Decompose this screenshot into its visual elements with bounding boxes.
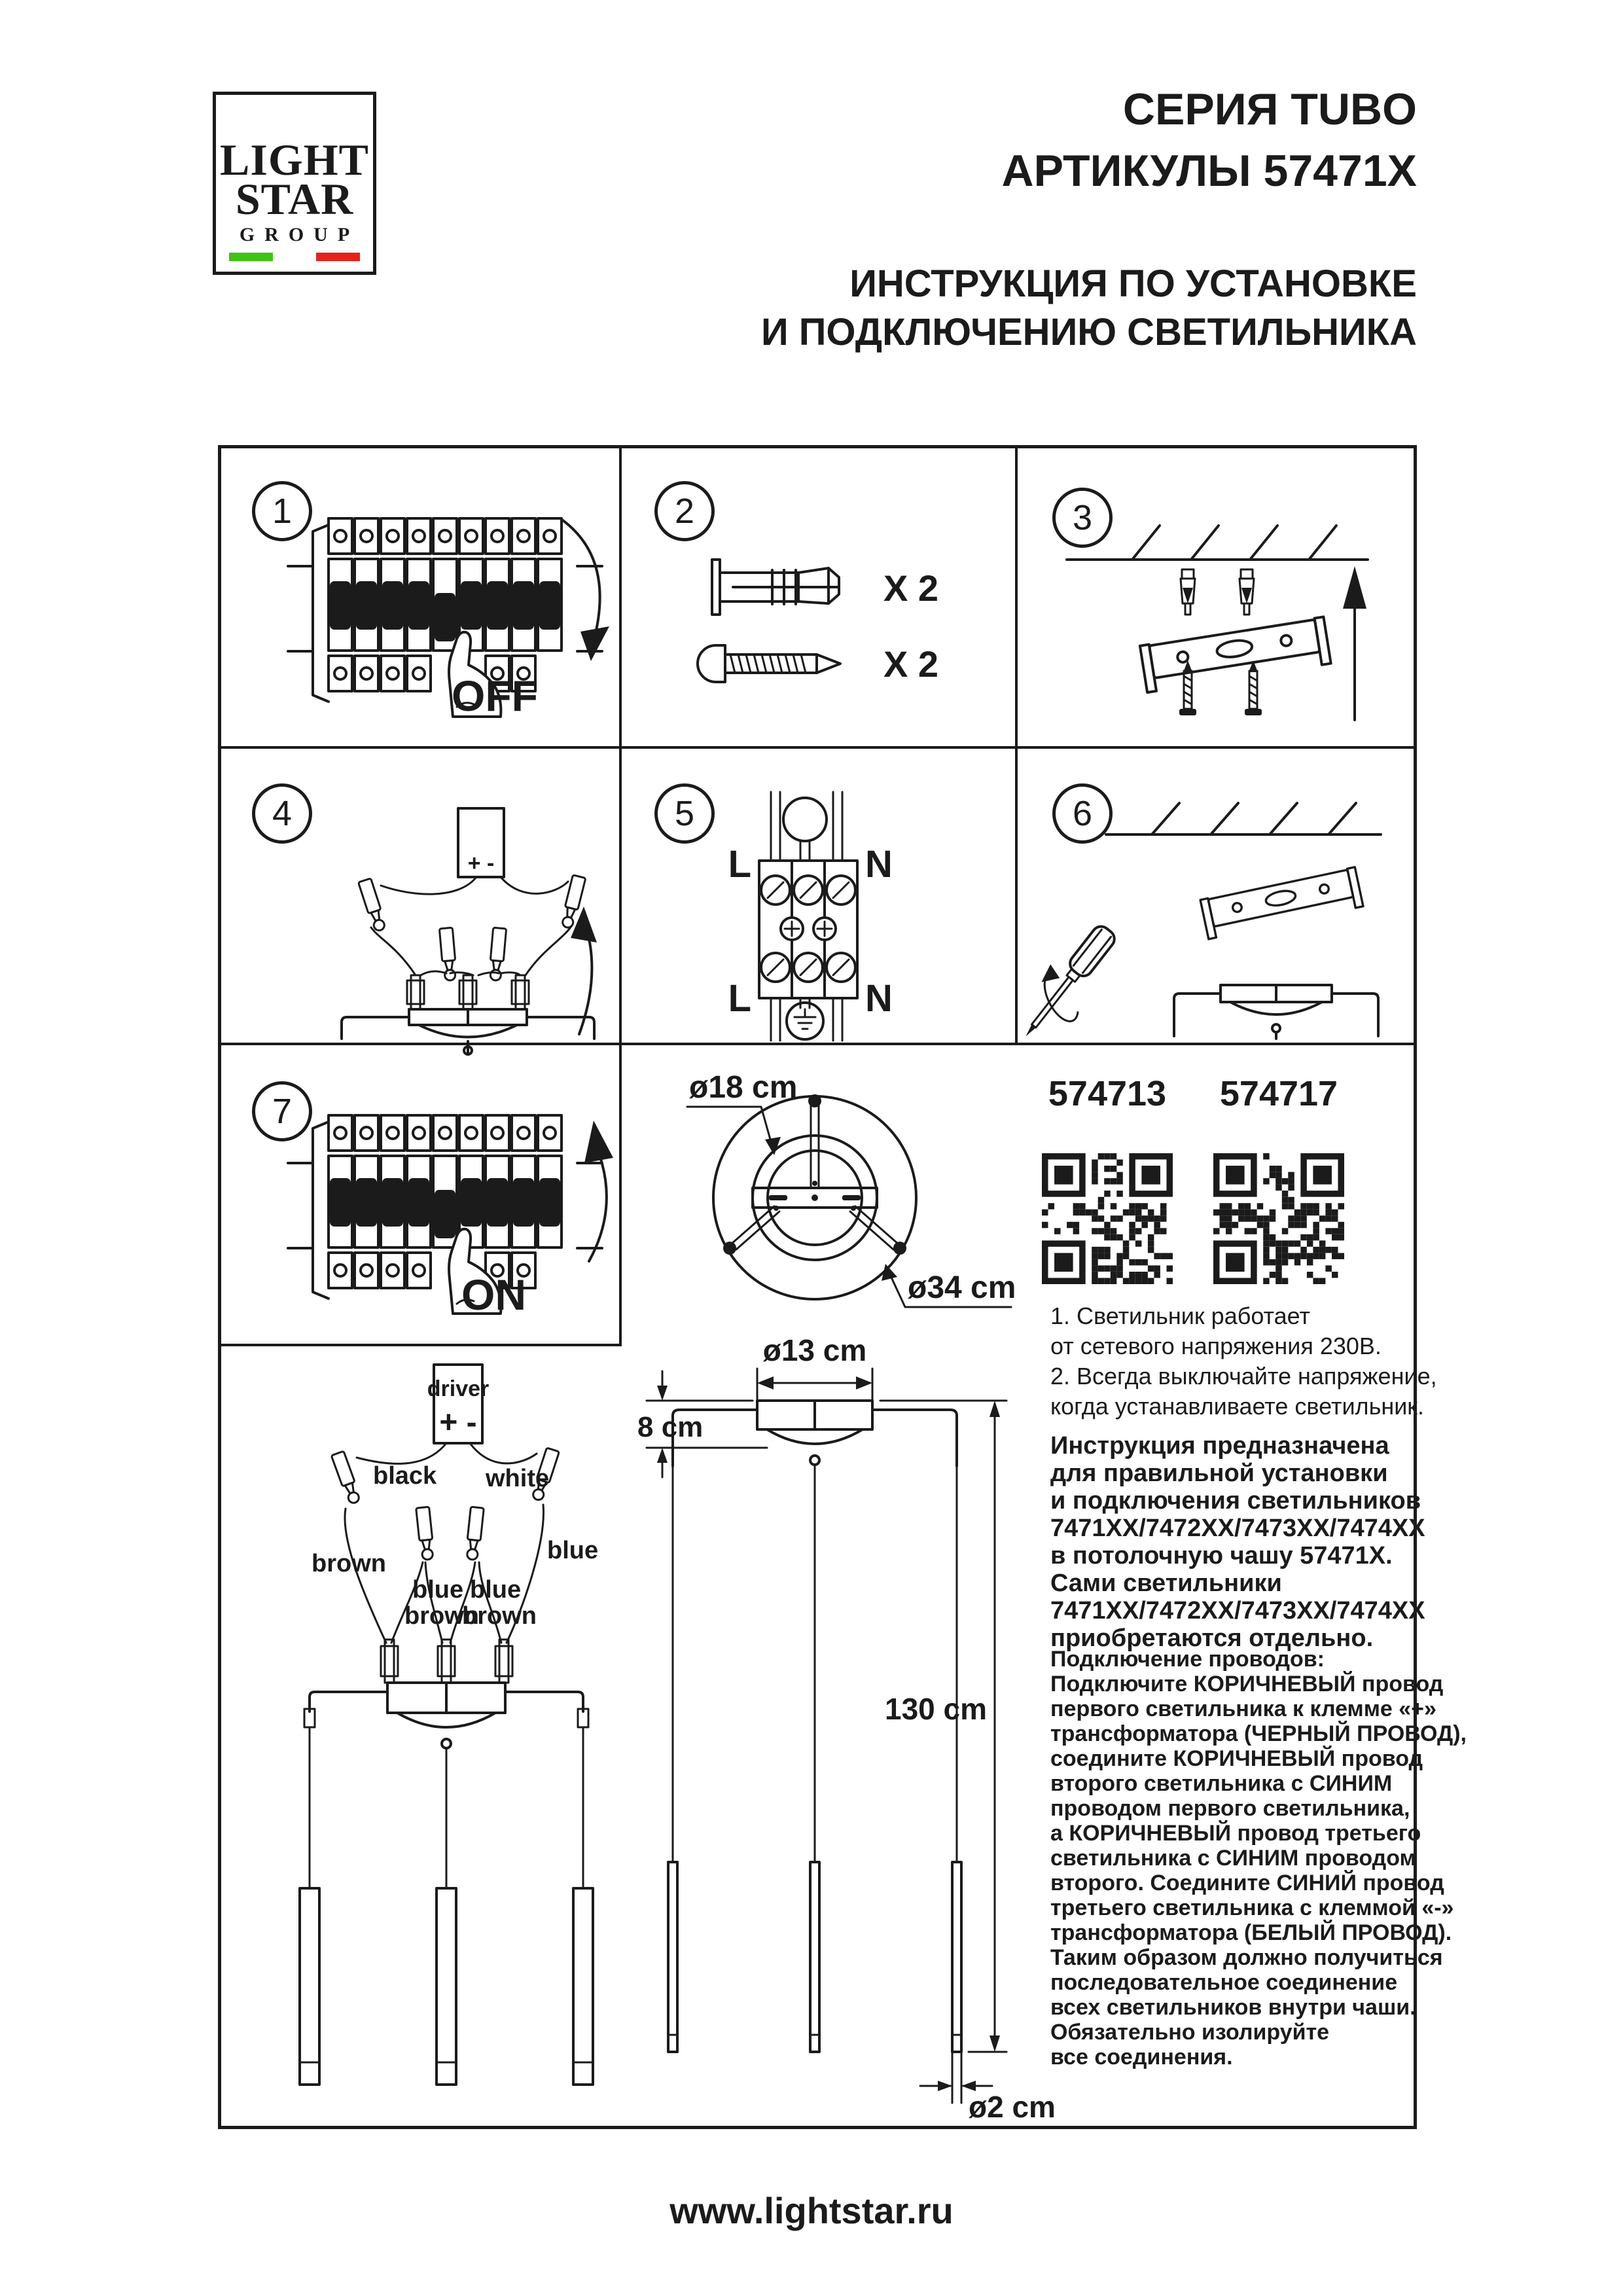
qr-code-label-right: 574717 xyxy=(1219,1074,1338,1113)
bracket-install-illustration xyxy=(1060,795,1394,1041)
paragraph2-line: первого светильника к клемме «+» xyxy=(1050,1696,1436,1721)
joint2-blue-label: blue xyxy=(470,1576,522,1604)
step-5-number: 5 xyxy=(674,794,695,833)
qr-code-label-left: 574713 xyxy=(1048,1074,1167,1113)
paragraph2-line: второго. Соедините СИНИЙ провод xyxy=(1050,1871,1444,1895)
table-divider-h1 xyxy=(218,746,1417,749)
paragraph1-line: для правильной установки xyxy=(1050,1460,1388,1487)
driver-box-label: driver xyxy=(427,1376,490,1401)
wiring-paragraph xyxy=(1050,1647,1467,2070)
wire-black-label: black xyxy=(373,1462,437,1490)
paragraph1-line: 7471XX/7472XX/7473XX/7474XX xyxy=(1050,1515,1425,1542)
off-label: OFF xyxy=(452,672,538,720)
terminal-label-top-left: L xyxy=(728,843,751,886)
step-1-number: 1 xyxy=(272,492,293,531)
tube-diameter-label: ø2 cm xyxy=(969,2090,1056,2124)
mounting-kit-illustration xyxy=(674,543,1001,713)
joint1-blue-label: blue xyxy=(412,1576,464,1604)
logo-word-star: STAR xyxy=(235,174,354,224)
paragraph1-line: приобретаются отдельно. xyxy=(1050,1624,1374,1652)
wire-blue-label: blue xyxy=(547,1537,599,1564)
wire-white-label: white xyxy=(486,1465,550,1492)
arrow-up-icon xyxy=(553,1111,632,1268)
step-2-number: 2 xyxy=(674,492,695,531)
driver-connection-illustration xyxy=(281,808,609,1043)
cable-length-label: 130 cm xyxy=(884,1692,987,1726)
instruction-title-line2: И ПОДКЛЮЧЕНИЮ СВЕТИЛЬНИКА xyxy=(760,311,1417,353)
pendant-dimensions-diagram xyxy=(628,1332,1056,2124)
joint1-brown-label: brown xyxy=(404,1602,479,1630)
step-4-number: 4 xyxy=(272,794,293,833)
terminal-label-top-right: N xyxy=(865,843,893,886)
driver-box-polarity: + - xyxy=(439,1405,477,1440)
flag-white xyxy=(273,253,317,261)
step-5-circle xyxy=(654,783,715,844)
note-line: 1. Светильник работает xyxy=(1050,1302,1310,1329)
safety-notes xyxy=(1050,1301,1437,1422)
paragraph1-line: Сами светильники xyxy=(1050,1570,1282,1597)
note-line: от сетевого напряжения 230В. xyxy=(1050,1333,1382,1359)
website-link[interactable]: www.lightstar.ru xyxy=(669,2190,954,2231)
logo-word-group: GROUP xyxy=(239,224,360,245)
paragraph1-line: 7471XX/7472XX/7473XX/7474XX xyxy=(1050,1597,1425,1624)
paragraph2-line: второго светильника с СИНИМ xyxy=(1050,1771,1393,1796)
articles-title: АРТИКУЛЫ 57471X xyxy=(1001,146,1417,196)
dowel-qty-label: X 2 xyxy=(883,567,939,609)
wiring-diagram xyxy=(249,1345,641,2124)
paragraph2-line: а КОРИЧНЕВЫЙ провод третьего xyxy=(1050,1821,1421,1846)
italian-flag-stripe xyxy=(229,253,360,261)
outer-diameter-label: ø34 cm xyxy=(908,1270,1016,1305)
arrow-down-icon xyxy=(553,514,632,671)
paragraph2-line: всех светильников внутри чаши. xyxy=(1050,1995,1416,2020)
canopy-top-view-diagram xyxy=(677,1064,1018,1352)
qr-code-left xyxy=(1042,1153,1173,1284)
step-3-number: 3 xyxy=(1072,498,1093,537)
step-2-circle xyxy=(654,481,715,541)
terminal-label-bottom-left: L xyxy=(728,977,751,1020)
paragraph2-line: Таким образом должно получиться xyxy=(1050,1945,1443,1970)
ceiling-bracket-illustration xyxy=(1054,504,1394,733)
note-line: когда устанавливаете светильник. xyxy=(1050,1393,1425,1420)
screw-qty-label: X 2 xyxy=(883,643,939,685)
driver-polarity-label: + - xyxy=(467,851,495,876)
step-6-number: 6 xyxy=(1072,794,1093,833)
lightstar-logo xyxy=(213,92,376,275)
step-7-number: 7 xyxy=(272,1092,293,1131)
canopy-height-label: 8 cm xyxy=(637,1411,704,1443)
flag-red xyxy=(316,253,360,261)
paragraph2-line: трансформатора (ЧЕРНЫЙ ПРОВОД), xyxy=(1050,1721,1467,1746)
terminal-label-bottom-right: N xyxy=(865,977,893,1020)
qr-pattern xyxy=(1213,1153,1344,1284)
wire-brown-label: brown xyxy=(312,1550,386,1577)
qr-code-right xyxy=(1213,1153,1344,1284)
canopy-diameter-label: ø13 cm xyxy=(762,1333,867,1367)
paragraph2-line: проводом первого светильника, xyxy=(1050,1796,1410,1821)
paragraph2-line: трансформатора (БЕЛЫЙ ПРОВОД). xyxy=(1050,1920,1452,1945)
paragraph2-line: светильника с СИНИМ проводом xyxy=(1050,1846,1416,1871)
flag-green xyxy=(229,253,273,261)
paragraph2-line: Подключение проводов: xyxy=(1050,1647,1325,1672)
joint2-brown-label: brown xyxy=(462,1602,537,1630)
inner-diameter-label: ø18 cm xyxy=(689,1070,798,1105)
table-divider-v2 xyxy=(1015,445,1018,1044)
instruction-title-line1: ИНСТРУКЦИЯ ПО УСТАНОВКЕ xyxy=(849,262,1417,305)
paragraph2-line: Обязательно изолируйте xyxy=(1050,2020,1330,2045)
on-label: ON xyxy=(461,1270,526,1319)
paragraph1-line: и подключения светильников xyxy=(1050,1487,1421,1515)
terminal-block-illustration xyxy=(720,792,916,1041)
purpose-paragraph xyxy=(1050,1432,1425,1652)
note-line: 2. Всегда выключайте напряжение, xyxy=(1050,1363,1437,1390)
table-divider-h2 xyxy=(218,1043,1417,1045)
series-title: СЕРИЯ TUBO xyxy=(1122,84,1417,134)
paragraph1-line: Инструкция предназначена xyxy=(1050,1432,1389,1460)
paragraph2-line: соедините КОРИЧНЕВЫЙ провод xyxy=(1050,1746,1423,1771)
paragraph2-line: последовательное соединение xyxy=(1050,1970,1398,1995)
paragraph1-line: в потолочную чашу 57471X. xyxy=(1050,1542,1393,1570)
paragraph2-line: Подключите КОРИЧНЕВЫЙ провод xyxy=(1050,1672,1444,1696)
logo-word-light: LIGHT xyxy=(220,135,369,185)
paragraph2-line: все соединения. xyxy=(1050,2045,1233,2070)
paragraph2-line: третьего светильника с клеммой «-» xyxy=(1050,1895,1454,1920)
qr-pattern xyxy=(1042,1153,1173,1284)
